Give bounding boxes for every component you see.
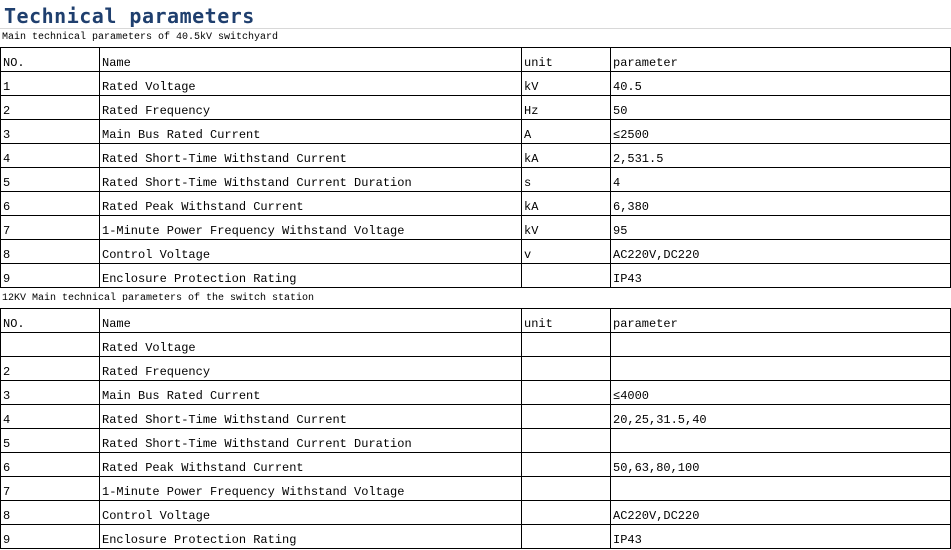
header-name: Name [100, 309, 522, 333]
cell-unit [522, 429, 611, 453]
cell-no: 5 [1, 168, 100, 192]
cell-parameter: 4 [611, 168, 951, 192]
cell-no: 3 [1, 381, 100, 405]
cell-no: 9 [1, 264, 100, 288]
cell-name: Rated Frequency [100, 96, 522, 120]
header-no: NO. [1, 48, 100, 72]
header-unit: unit [522, 309, 611, 333]
cell-parameter: 20,25,31.5,40 [611, 405, 951, 429]
table-header-row [1, 309, 951, 333]
cell-unit: kV [522, 216, 611, 240]
cell-unit: kV [522, 72, 611, 96]
cell-unit [522, 477, 611, 501]
table-row [1, 192, 951, 216]
cell-name: Main Bus Rated Current [100, 120, 522, 144]
cell-no: 2 [1, 357, 100, 381]
cell-parameter: AC220V,DC220 [611, 240, 951, 264]
title-divider [0, 28, 951, 29]
cell-unit: kA [522, 144, 611, 168]
cell-no: 6 [1, 192, 100, 216]
table-row [1, 168, 951, 192]
cell-unit [522, 381, 611, 405]
cell-unit [522, 453, 611, 477]
cell-no: 8 [1, 240, 100, 264]
cell-name: Rated Short-Time Withstand Current Duration [100, 429, 522, 453]
parameters-table-12kv [0, 308, 951, 549]
table-row [1, 501, 951, 525]
cell-no: 7 [1, 216, 100, 240]
parameters-table-40kv [0, 47, 951, 288]
table-row [1, 216, 951, 240]
cell-unit [522, 405, 611, 429]
cell-no: 7 [1, 477, 100, 501]
table-row [1, 144, 951, 168]
cell-no: 8 [1, 501, 100, 525]
header-unit: unit [522, 48, 611, 72]
cell-parameter: 95 [611, 216, 951, 240]
table-row [1, 429, 951, 453]
cell-parameter: 6,380 [611, 192, 951, 216]
section-caption-40kv: Main technical parameters of 40.5kV switchyard [2, 32, 279, 43]
cell-name: Control Voltage [100, 501, 522, 525]
cell-parameter [611, 333, 951, 357]
cell-unit: A [522, 120, 611, 144]
table-row [1, 333, 951, 357]
section-caption-12kv: 12KV Main technical parameters of the switch station [2, 293, 315, 304]
cell-no: 4 [1, 405, 100, 429]
cell-unit: v [522, 240, 611, 264]
cell-unit: Hz [522, 96, 611, 120]
cell-name: 1-Minute Power Frequency Withstand Voltage [100, 477, 522, 501]
cell-name: 1-Minute Power Frequency Withstand Voltage [100, 216, 522, 240]
table-row [1, 453, 951, 477]
cell-name: Enclosure Protection Rating [100, 525, 522, 549]
cell-name: Rated Voltage [100, 72, 522, 96]
cell-no: 6 [1, 453, 100, 477]
cell-no: 1 [1, 72, 100, 96]
cell-unit [522, 264, 611, 288]
cell-parameter: IP43 [611, 525, 951, 549]
cell-parameter: 50,63,80,100 [611, 453, 951, 477]
cell-name: Rated Peak Withstand Current [100, 453, 522, 477]
cell-name: Control Voltage [100, 240, 522, 264]
cell-parameter: ≤4000 [611, 381, 951, 405]
table-row [1, 264, 951, 288]
table-header-row [1, 48, 951, 72]
cell-no: 2 [1, 96, 100, 120]
table-row [1, 405, 951, 429]
cell-parameter [611, 357, 951, 381]
cell-no: 3 [1, 120, 100, 144]
table-row [1, 72, 951, 96]
cell-name: Rated Frequency [100, 357, 522, 381]
cell-parameter [611, 429, 951, 453]
cell-no [1, 333, 100, 357]
cell-no: 4 [1, 144, 100, 168]
cell-unit: s [522, 168, 611, 192]
header-name: Name [100, 48, 522, 72]
cell-unit: kA [522, 192, 611, 216]
cell-parameter: IP43 [611, 264, 951, 288]
cell-parameter: 40.5 [611, 72, 951, 96]
cell-parameter: 50 [611, 96, 951, 120]
cell-name: Rated Short-Time Withstand Current Duration [100, 168, 522, 192]
cell-unit [522, 333, 611, 357]
header-parameter: parameter [611, 309, 951, 333]
cell-unit [522, 357, 611, 381]
cell-parameter: 2,531.5 [611, 144, 951, 168]
page-title: Technical parameters [4, 4, 255, 28]
table-row [1, 381, 951, 405]
cell-no: 9 [1, 525, 100, 549]
cell-name: Enclosure Protection Rating [100, 264, 522, 288]
cell-parameter: AC220V,DC220 [611, 501, 951, 525]
table-row [1, 240, 951, 264]
table-row [1, 120, 951, 144]
cell-name: Rated Short-Time Withstand Current [100, 144, 522, 168]
table-row [1, 525, 951, 549]
cell-parameter [611, 477, 951, 501]
cell-name: Rated Short-Time Withstand Current [100, 405, 522, 429]
cell-unit [522, 501, 611, 525]
cell-unit [522, 525, 611, 549]
cell-no: 5 [1, 429, 100, 453]
cell-parameter: ≤2500 [611, 120, 951, 144]
header-parameter: parameter [611, 48, 951, 72]
table-row [1, 96, 951, 120]
table-row [1, 357, 951, 381]
header-no: NO. [1, 309, 100, 333]
table-row [1, 477, 951, 501]
cell-name: Rated Voltage [100, 333, 522, 357]
cell-name: Main Bus Rated Current [100, 381, 522, 405]
cell-name: Rated Peak Withstand Current [100, 192, 522, 216]
